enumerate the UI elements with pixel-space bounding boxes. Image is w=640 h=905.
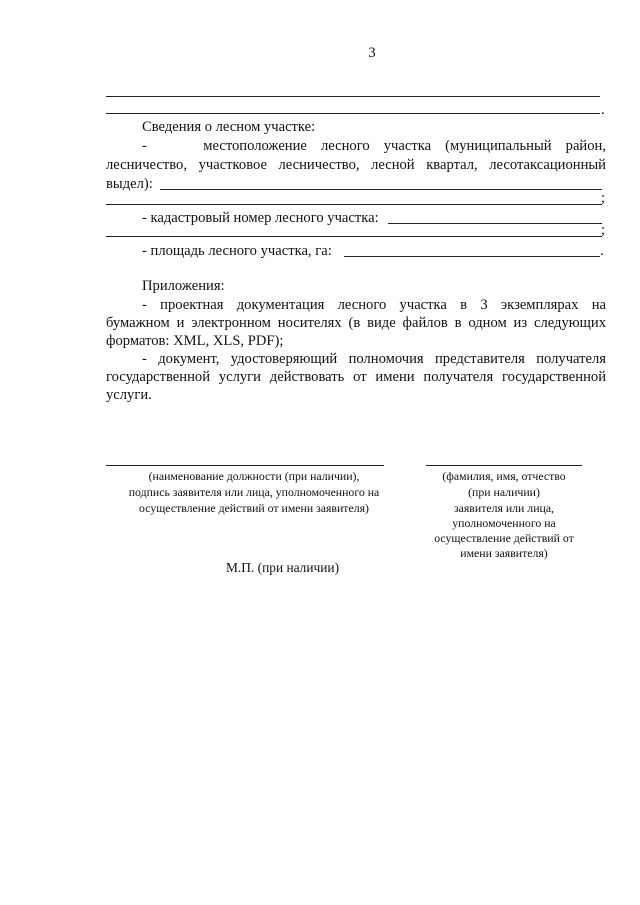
attachment-2-line1: - документ, удостоверяющий полномочия представителя получателя <box>142 351 606 367</box>
forest-location-line1: - местоположение лесного участка (муниципальный район, <box>142 138 606 154</box>
signature-right-line6: имени заявителя) <box>460 546 548 560</box>
signature-left-line3: осуществление действий от имени заявителя) <box>139 501 369 515</box>
signature-left-line1: (наименование должности (при наличии), <box>148 469 360 483</box>
signature-right-line3: заявителя или лица, <box>453 501 555 515</box>
signature-right-line4: уполномоченного на <box>452 516 556 530</box>
blank-line <box>106 204 602 205</box>
attachment-1-line1: - проектная документация лесного участка в 3 экземплярах на <box>142 297 606 313</box>
attachment-1-line2: бумажном и электронном носителях (в виде файлов в одном из следующих <box>106 315 606 331</box>
attachment-2-line2: государственной услуги действовать от имени получателя государственной <box>106 369 606 385</box>
forest-location-line3: выдел): <box>106 176 153 192</box>
signature-right-line2: (при наличии) <box>468 485 540 499</box>
area-label: - площадь лесного участка, га: <box>142 243 332 259</box>
blank-line <box>106 96 600 97</box>
signature-left-line2: подпись заявителя или лица, уполномоченного на <box>128 485 380 499</box>
semicolon: ; <box>601 222 606 238</box>
attachments-heading: Приложения: <box>142 278 225 294</box>
blank-line <box>160 189 602 190</box>
semicolon: ; <box>601 190 606 206</box>
signature-line-left <box>106 465 384 466</box>
top-period: . <box>601 102 605 118</box>
stamp-place: М.П. (при наличии) <box>226 560 340 575</box>
page-number: 3 <box>368 45 376 61</box>
blank-line <box>344 256 600 257</box>
forest-info-heading: Сведения о лесном участке: <box>142 119 316 135</box>
signature-right-line1: (фамилия, имя, отчество <box>442 469 566 483</box>
blank-line <box>388 223 602 224</box>
attachment-2-line3: услуги. <box>106 387 152 403</box>
blank-line <box>106 113 600 114</box>
signature-right-line5: осуществление действий от <box>434 531 574 545</box>
attachment-1-line3: форматов: XML, XLS, PDF); <box>106 333 284 349</box>
area-period: . <box>600 243 604 259</box>
signature-line-right <box>426 465 582 466</box>
forest-location-line2: лесничество, участковое лесничество, лесной квартал, лесотаксационный <box>106 157 606 173</box>
blank-line <box>106 236 602 237</box>
cadastral-number-label: - кадастровый номер лесного участка: <box>142 210 379 226</box>
